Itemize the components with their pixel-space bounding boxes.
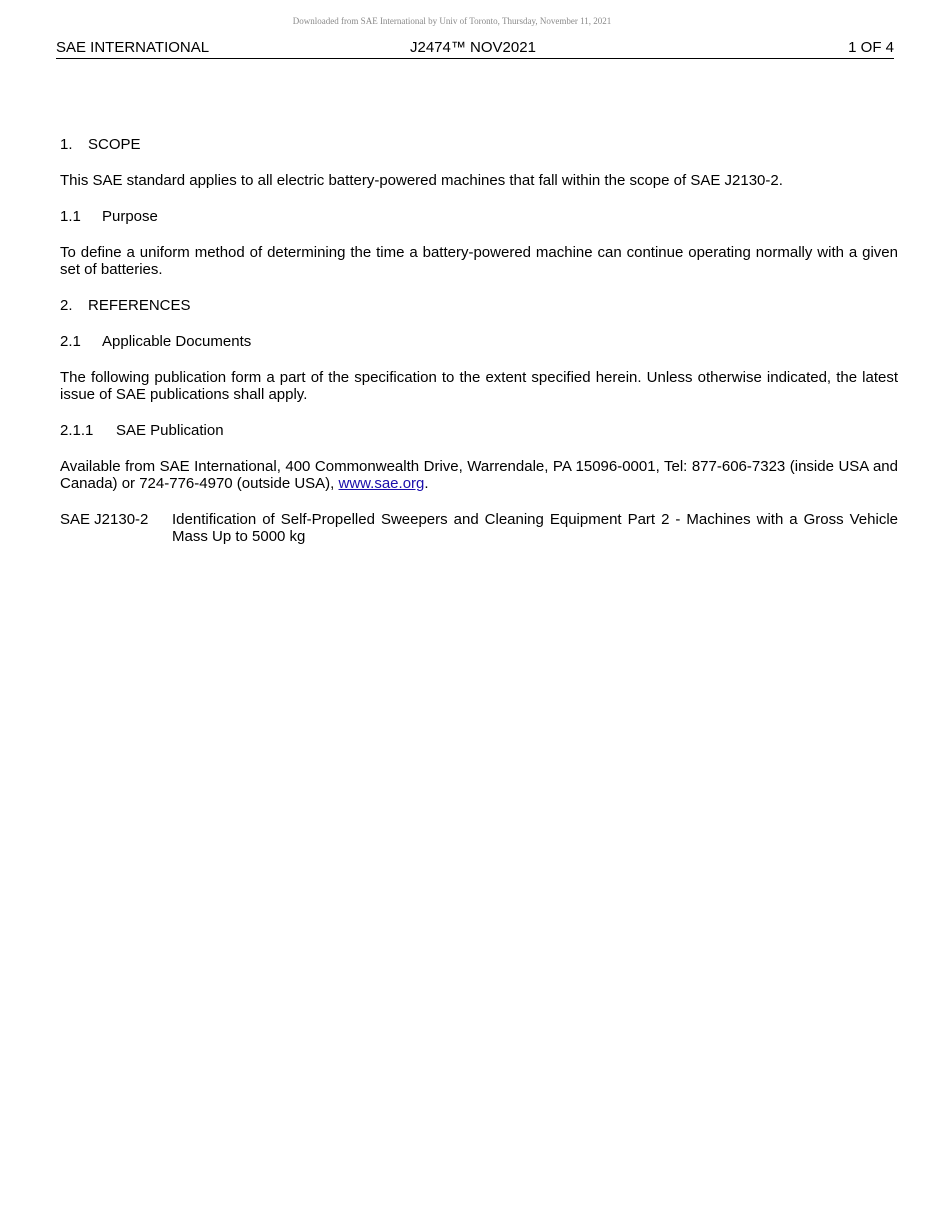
reference-title: Identification of Self-Propelled Sweepers and Cleaning Equipment Part 2 - Machines with a Gross Vehicle Mass Up to 5000 kg [172, 511, 898, 545]
running-header [56, 38, 894, 59]
section-title: Applicable Documents [102, 333, 252, 350]
section-title: Purpose [102, 208, 158, 225]
section-number: 1.1 [60, 208, 81, 225]
publication-address-text: Available from SAE International, 400 Commonwealth Drive, Warrendale, PA 15096-0001, Tel: 877-606-7323 (inside USA and Canada) or 724-776-4970 (outside USA), [60, 458, 898, 492]
section-scope-heading [60, 136, 898, 153]
purpose-paragraph: To define a uniform method of determining the time a battery-powered machine can continue operating normally with a given set of batteries. [60, 244, 898, 278]
document-body [60, 136, 898, 545]
header-organization: SAE INTERNATIONAL [56, 39, 210, 56]
section-number: 1. [60, 136, 73, 153]
section-title: REFERENCES [88, 297, 191, 314]
section-number: 2. [60, 297, 73, 314]
section-title: SAE Publication [116, 422, 224, 439]
section-purpose-heading [60, 208, 898, 225]
reference-entry [60, 511, 898, 545]
sae-website-link[interactable]: www.sae.org [338, 475, 425, 492]
publication-period: . [424, 475, 429, 492]
section-references-heading [60, 297, 898, 314]
scope-paragraph: This SAE standard applies to all electric battery-powered machines that fall within the scope of SAE J2130-2. [60, 172, 783, 189]
section-applicable-documents-heading [60, 333, 898, 350]
header-document-id: J2474™ NOV2021 [410, 39, 536, 56]
section-number: 2.1 [60, 333, 81, 350]
section-sae-publication-heading [60, 422, 898, 439]
applicable-documents-paragraph: The following publication form a part of the specification to the extent specified herein. Unless otherwise indicated, the latest issue of SAE publications shall apply. [60, 369, 898, 403]
section-number: 2.1.1 [60, 422, 94, 439]
sae-publication-paragraph [60, 458, 898, 492]
section-title: SCOPE [88, 136, 141, 153]
reference-code: SAE J2130-2 [60, 511, 149, 528]
download-notice: Downloaded from SAE International by Univ of Toronto, Thursday, November 11, 2021 [292, 16, 612, 26]
header-page-number: 1 OF 4 [848, 39, 894, 56]
